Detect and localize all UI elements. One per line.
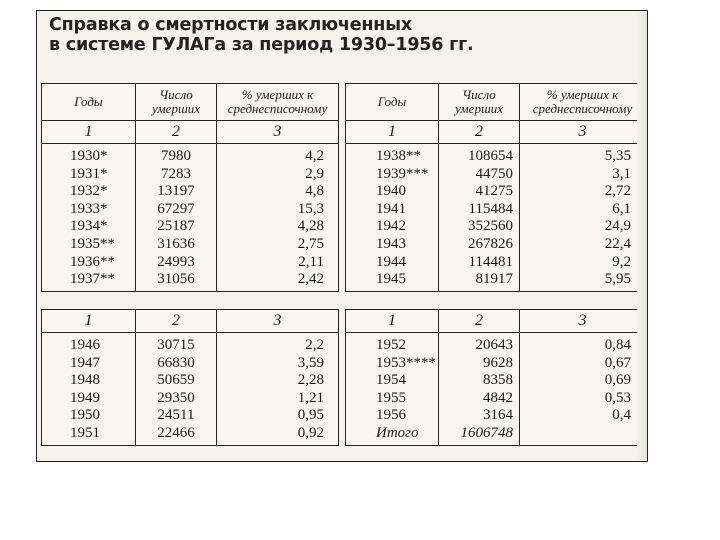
column-number: 3 [217,310,339,333]
percent-cell: 2,9 [305,165,324,182]
year-cell: 1944 [376,253,406,270]
table-header-row [42,84,339,121]
title-line-2: в системе ГУЛАГа за период 1930–1956 гг. [49,35,474,55]
percent-cell: 0,84 [604,337,631,353]
title-line-1: Справка о смертности заключенных [49,15,412,35]
percent-cell: 5,95 [604,271,631,288]
deaths-cell: 3164 [483,407,513,424]
header-percent: % умерших к среднесписочному [217,84,339,121]
percent-cell: 4,28 [297,218,324,235]
deaths-cell: 31056 [157,271,195,288]
column-number: 3 [520,310,646,333]
deaths-cell: 7980 [161,148,191,164]
percent-cell: 1,21 [297,389,324,406]
year-cell: 1955 [376,389,406,406]
deaths-cell: 267826 [468,235,513,252]
column-number: 1 [42,121,136,144]
column-number-row [346,310,646,333]
total-value: 1606748 [460,424,513,441]
scan-edge-shadow [637,11,647,461]
percent-cell: 9,2 [612,253,631,270]
column-number: 1 [346,121,439,144]
years-column [42,333,136,446]
deaths-cell: 81917 [475,271,513,288]
column-number-row [42,121,339,144]
table-header-row [346,84,646,121]
percent-cell: 0,67 [604,354,631,371]
percent-cell: 24,9 [604,218,631,235]
percent-cell: 3,1 [612,165,631,182]
table-1938-1945 [345,83,646,292]
column-number-row [42,310,339,333]
year-cell: 1937** [70,271,115,288]
column-number: 1 [346,310,439,333]
column-number: 3 [520,121,646,144]
year-cell: 1939*** [376,165,429,182]
header-percent: % умерших к среднесписочному [520,84,646,121]
deaths-cell: 31636 [157,235,195,252]
deaths-cell: 29350 [157,389,195,406]
deaths-cell: 352560 [468,218,513,235]
table-1930-1937 [41,83,339,292]
document-title [49,15,473,55]
percent-column [520,333,646,446]
scanned-page [36,10,648,462]
year-cell: 1940 [376,183,406,200]
table-1946-1951 [41,309,339,446]
deaths-cell: 7283 [161,165,191,182]
percent-cell: 4,8 [305,183,324,200]
deaths-column [136,333,217,446]
percent-column [217,144,339,292]
percent-cell: 2,2 [305,337,324,353]
year-cell: 1935** [70,235,115,252]
deaths-cell: 114481 [468,253,513,270]
deaths-cell: 22466 [157,424,195,441]
year-cell: 1933* [70,200,108,217]
deaths-cell: 41275 [475,183,513,200]
year-cell: 1956 [376,407,406,424]
year-cell: 1945 [376,271,406,288]
column-number: 2 [136,310,217,333]
years-column [42,144,136,292]
years-column [346,144,439,292]
percent-cell: 2,11 [298,253,324,270]
percent-cell: 0,4 [612,407,631,424]
year-cell: 1949 [70,389,100,406]
percent-cell: 2,75 [297,235,324,252]
year-cell: 1941 [376,200,406,217]
header-years: Годы [42,84,136,121]
table-body [346,144,646,292]
percent-cell: 2,72 [604,183,631,200]
table-body [346,333,646,446]
year-cell: 1931* [70,165,108,182]
percent-cell: 3,59 [297,354,324,371]
year-cell: 1938** [376,148,421,164]
percent-cell: 0,53 [604,389,631,406]
total-label: Итого [376,424,419,441]
deaths-cell: 115484 [468,200,513,217]
deaths-cell: 44750 [475,165,513,182]
percent-cell: 22,4 [604,235,631,252]
deaths-cell: 9628 [483,354,513,371]
percent-column [520,144,646,292]
percent-cell: 0,69 [604,372,631,389]
year-cell: 1936** [70,253,115,270]
deaths-column [439,144,520,292]
deaths-column [136,144,217,292]
deaths-cell: 24993 [157,253,195,270]
percent-cell: 0,95 [297,407,324,424]
year-cell: 1943 [376,235,406,252]
column-number: 2 [136,121,217,144]
deaths-cell: 50659 [157,372,195,389]
deaths-cell: 25187 [157,218,195,235]
header-deaths: Число умерших [439,84,520,121]
year-cell: 1953**** [376,354,436,371]
deaths-cell: 8358 [483,372,513,389]
deaths-cell: 108654 [468,148,513,164]
year-cell: 1947 [70,354,100,371]
column-number-row [346,121,646,144]
header-years: Годы [346,84,439,121]
year-cell: 1954 [376,372,406,389]
deaths-cell: 67297 [157,200,195,217]
percent-cell: 2,28 [297,372,324,389]
deaths-cell: 66830 [157,354,195,371]
deaths-cell: 24511 [157,407,195,424]
percent-column [217,333,339,446]
percent-cell: 2,42 [297,271,324,288]
header-deaths: Число умерших [136,84,217,121]
deaths-cell: 4842 [483,389,513,406]
year-cell: 1952 [376,337,406,353]
year-cell: 1946 [70,337,100,353]
deaths-cell: 30715 [157,337,195,353]
deaths-cell: 20643 [475,337,513,353]
table-body [42,144,339,292]
year-cell: 1948 [70,372,100,389]
years-column [346,333,439,446]
column-number: 1 [42,310,136,333]
percent-cell: 15,3 [297,200,324,217]
percent-cell: 6,1 [612,200,631,217]
table-body [42,333,339,446]
column-number: 3 [217,121,339,144]
year-cell: 1934* [70,218,108,235]
column-number: 2 [439,310,520,333]
year-cell: 1951 [70,424,100,441]
percent-cell: 5,35 [604,148,631,164]
year-cell: 1930* [70,148,108,164]
deaths-cell: 13197 [157,183,195,200]
year-cell: 1942 [376,218,406,235]
table-1952-1956 [345,309,646,446]
deaths-column [439,333,520,446]
percent-cell: 0,92 [297,424,324,441]
year-cell: 1950 [70,407,100,424]
year-cell: 1932* [70,183,108,200]
column-number: 2 [439,121,520,144]
percent-cell: 4,2 [305,148,324,164]
